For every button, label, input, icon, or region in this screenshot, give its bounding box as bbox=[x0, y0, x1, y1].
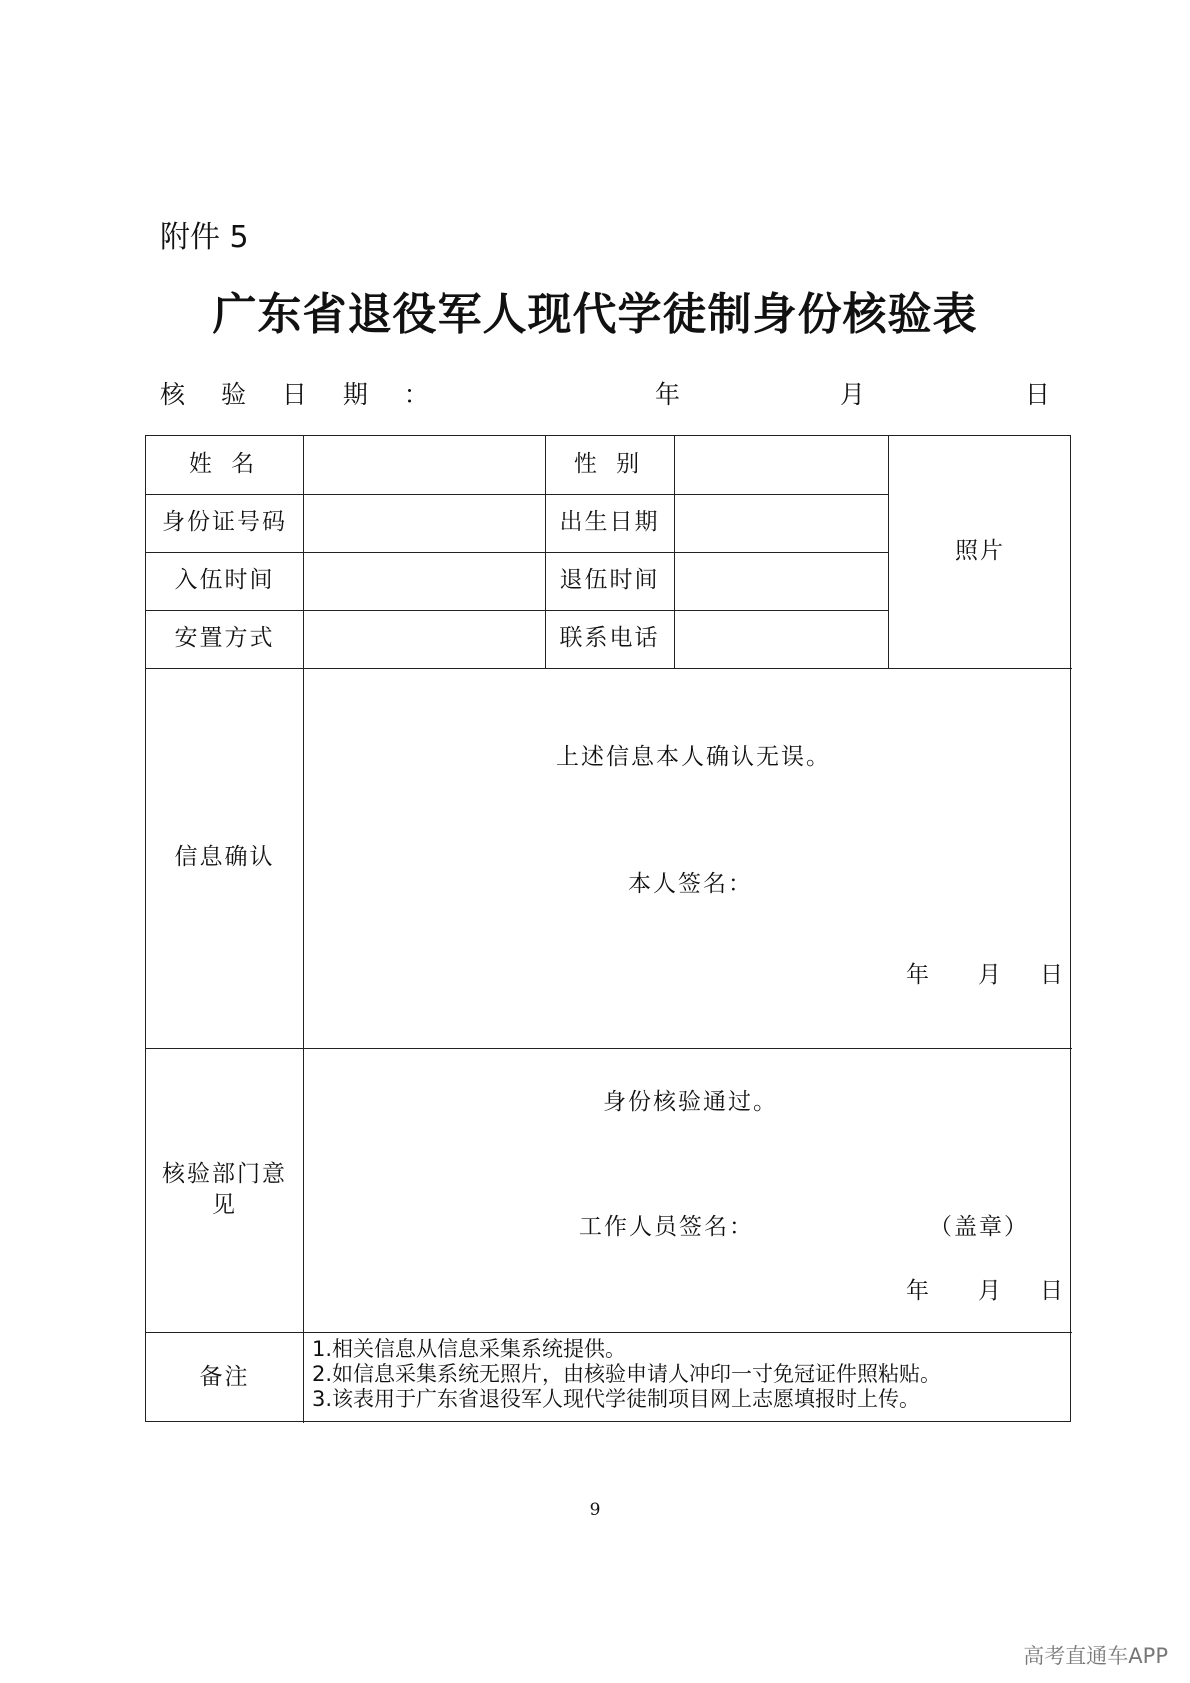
verification-table bbox=[145, 435, 1071, 1422]
page-number: 9 bbox=[589, 1500, 601, 1520]
remark-item: 3.该表用于广东省退役军人现代学徒制项目网上志愿填报时上传。 bbox=[312, 1387, 921, 1411]
attachment-label: 附件 5 bbox=[160, 220, 249, 255]
verify-date-label: 核 验 日 期 ： bbox=[160, 380, 443, 409]
dept-statement: 身份核验通过。 bbox=[603, 1089, 778, 1115]
value-birth-date[interactable] bbox=[674, 494, 888, 552]
label-id-number: 身份证号码 bbox=[162, 509, 287, 536]
remark-item: 2.如信息采集系统无照片，由核验申请人冲印一寸免冠证件照粘贴。 bbox=[312, 1362, 942, 1386]
label-name: 姓 名 bbox=[188, 451, 261, 478]
confirm-month: 月 bbox=[978, 962, 1001, 988]
staff-signature-label: 工作人员签名： bbox=[579, 1214, 754, 1240]
label-birth-date: 出生日期 bbox=[559, 509, 660, 536]
confirm-day: 日 bbox=[1040, 962, 1063, 988]
value-placement[interactable] bbox=[303, 610, 545, 668]
form-title: 广东省退役军人现代学徒制身份核验表 bbox=[212, 289, 978, 340]
value-id-number[interactable] bbox=[303, 494, 545, 552]
self-signature-label: 本人签名： bbox=[628, 871, 753, 897]
remarks-list bbox=[312, 1337, 941, 1412]
label-phone: 联系电话 bbox=[559, 625, 660, 652]
confirm-statement: 上述信息本人确认无误。 bbox=[556, 744, 831, 770]
verify-date-year: 年 bbox=[655, 380, 681, 409]
remark-item: 1.相关信息从信息采集系统提供。 bbox=[312, 1337, 627, 1361]
label-gender: 性 别 bbox=[573, 451, 646, 478]
watermark: 高考直通车APP bbox=[1023, 1644, 1168, 1668]
label-discharge-time: 退伍时间 bbox=[559, 567, 660, 594]
dept-year: 年 bbox=[906, 1278, 929, 1304]
label-info-confirm: 信息确认 bbox=[174, 844, 275, 871]
value-phone[interactable] bbox=[674, 610, 888, 668]
label-enlist-time: 入伍时间 bbox=[174, 567, 275, 594]
value-discharge-time[interactable] bbox=[674, 552, 888, 610]
verify-date-month: 月 bbox=[840, 380, 866, 409]
dept-month: 月 bbox=[978, 1278, 1001, 1304]
value-name[interactable] bbox=[303, 436, 545, 494]
photo-box[interactable]: 照片 bbox=[955, 538, 1005, 565]
value-enlist-time[interactable] bbox=[303, 552, 545, 610]
label-dept-opinion: 核验部门意见 bbox=[162, 1160, 287, 1218]
verify-date-day: 日 bbox=[1025, 380, 1051, 409]
dept-day: 日 bbox=[1040, 1278, 1063, 1304]
label-placement: 安置方式 bbox=[174, 625, 275, 652]
value-gender[interactable] bbox=[674, 436, 888, 494]
stamp-label: （盖章） bbox=[929, 1214, 1029, 1240]
confirm-year: 年 bbox=[906, 962, 929, 988]
label-remarks: 备注 bbox=[199, 1363, 250, 1390]
